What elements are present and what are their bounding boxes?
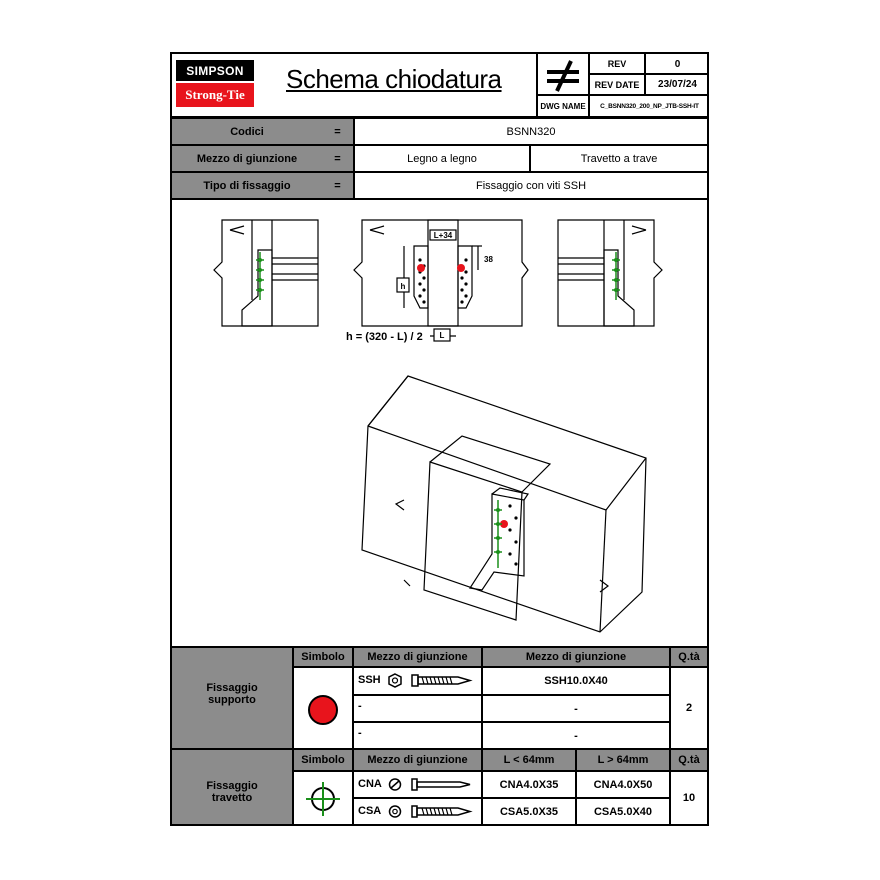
mezzo-label: Mezzo di giunzione — [196, 152, 298, 165]
rev-date-label: REV DATE — [594, 79, 640, 90]
joist-row-1-gt: CNA4.0X50 — [593, 778, 653, 791]
iso-plate-holes — [508, 504, 517, 565]
joist-header-symbol: Simbolo — [301, 754, 345, 766]
ssh-screw-icon — [386, 672, 474, 690]
joist-header-mezzo: Mezzo di giunzione — [367, 754, 468, 766]
left-view — [214, 220, 318, 326]
simpson-logo — [176, 60, 254, 108]
support-row-2-code: - — [358, 700, 362, 712]
joist-row-2-lt: CSA5.0X35 — [499, 805, 559, 818]
page-title: Schema chiodatura — [286, 64, 502, 94]
support-row-3-code: - — [358, 727, 362, 739]
joist-row-2-gt: CSA5.0X40 — [593, 805, 653, 818]
dwg-name-value: C_BSNN320_200_NP_JTB-SSH-IT — [600, 102, 699, 110]
ssh-symbol-icon — [308, 695, 338, 725]
support-header-mezzo1: Mezzo di giunzione — [367, 651, 468, 663]
support-row-1-code: SSH — [358, 674, 381, 686]
dim-l34: L+34 — [433, 231, 453, 240]
isometric-view — [362, 376, 646, 632]
dwg-name-label: DWG NAME — [540, 101, 586, 111]
dim-h: h — [400, 282, 406, 291]
support-row-2-product: - — [574, 702, 578, 715]
joist-header-qty: Q.tà — [678, 754, 700, 766]
codici-label: Codici — [230, 126, 264, 138]
support-qty: 2 — [685, 702, 693, 714]
joist-row-1-code: CNA — [358, 778, 382, 790]
joist-qty: 10 — [682, 792, 696, 804]
mezzo-value-1: Legno a legno — [407, 152, 477, 165]
ssh-screw-marks — [417, 264, 508, 528]
support-header-symbol: Simbolo — [301, 651, 345, 663]
technical-drawing — [172, 200, 707, 646]
joist-row-1-lt: CNA4.0X35 — [499, 778, 559, 791]
mezzo-equals: = — [334, 152, 341, 165]
csa-screw-icon — [386, 803, 474, 821]
joist-header-gt: L > 64mm — [597, 754, 649, 766]
formula-text: h = (320 - L) / 2 — [346, 331, 423, 343]
tipo-value: Fissaggio con viti SSH — [475, 179, 587, 192]
dim-38: 38 — [484, 255, 493, 264]
codici-equals: = — [334, 126, 341, 138]
joist-header-lt: L < 64mm — [503, 754, 555, 766]
not-equal-icon — [538, 54, 588, 96]
joist-row-2-code: CSA — [358, 805, 382, 817]
rev-date-value: 23/07/24 — [658, 79, 697, 90]
rev-label: REV — [607, 59, 627, 69]
tipo-label: Tipo di fissaggio — [203, 179, 291, 192]
nail-marks — [256, 252, 620, 568]
support-row-3-product: - — [574, 729, 578, 742]
codici-value: BSNN320 — [506, 126, 556, 138]
support-header-qty: Q.tà — [678, 651, 700, 663]
logo-simpson-text: SIMPSON — [176, 60, 254, 81]
mezzo-value-2: Travetto a trave — [580, 152, 658, 165]
logo-strongtie-text: Strong-Tie — [176, 83, 254, 107]
tipo-equals: = — [334, 179, 341, 192]
rev-value: 0 — [674, 58, 681, 70]
support-header-mezzo2: Mezzo di giunzione — [525, 651, 627, 663]
support-row-label: Fissaggio supporto — [206, 682, 258, 706]
drawing-sheet — [170, 52, 709, 826]
support-row-1-product: SSH10.0X40 — [544, 675, 608, 687]
right-view — [558, 220, 662, 326]
joist-row-label: Fissaggio travetto — [206, 780, 258, 804]
dim-l: L — [439, 331, 445, 340]
crosshair-symbol-icon — [304, 780, 342, 818]
cna-nail-icon — [386, 776, 474, 794]
